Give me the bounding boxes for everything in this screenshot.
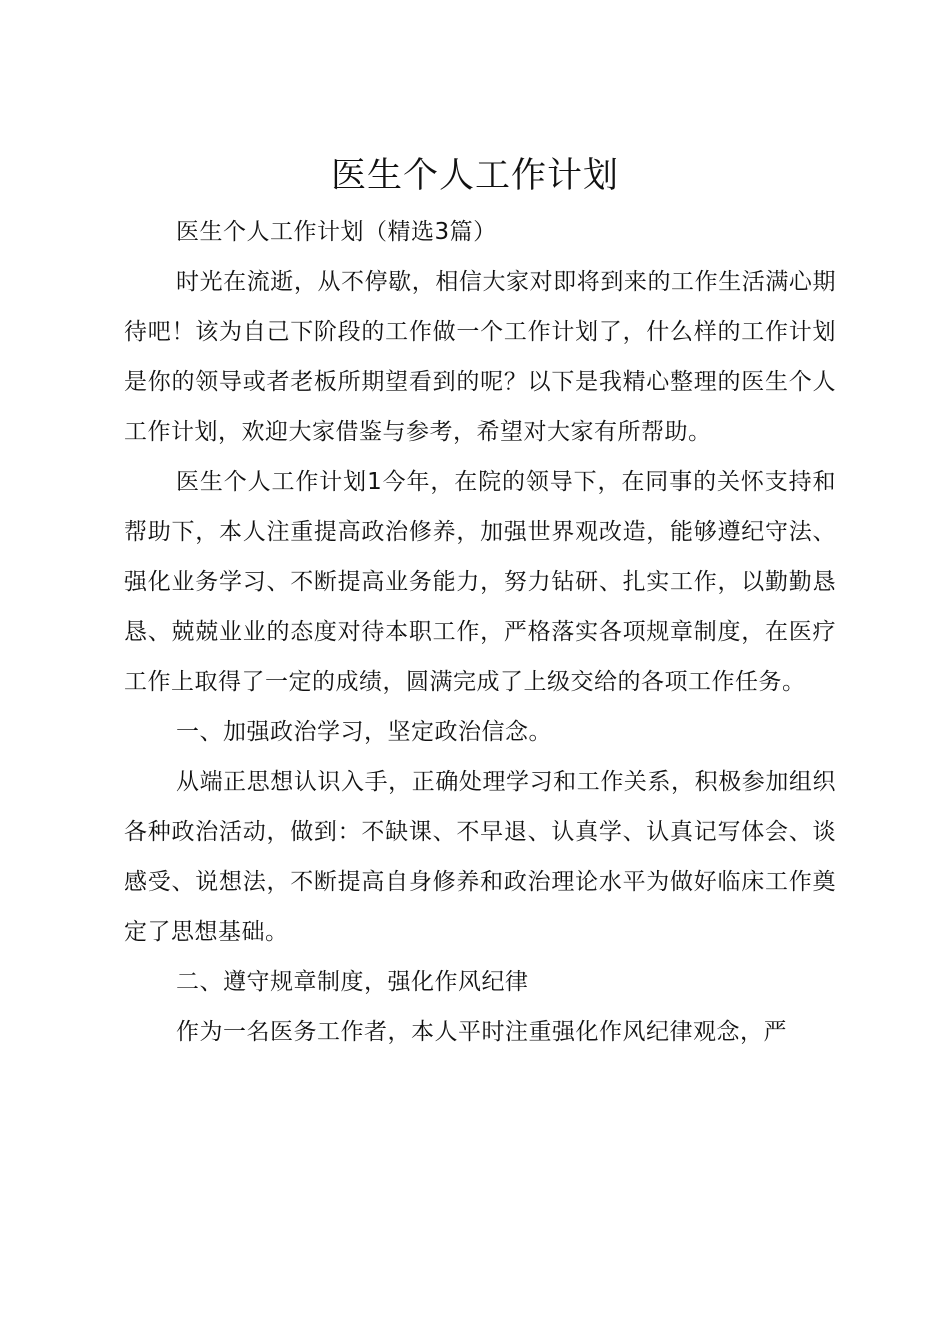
document-body (124, 207, 836, 1057)
document-title: 医生个人工作计划 (330, 156, 619, 196)
plan-1-paragraph: 医生个人工作计划1今年，在院的领导下，在同事的关怀支持和帮助下，本人注重提高政治修养，加强世界观改造，能够遵纪守法、强化业务学习、不断提高业务能力，努力钻研、扎实工作，以勤勤恳恳、兢兢业业的态度对待本职工作，严格落实各项规章制度，在医疗工作上取得了一定的成绩，圆满完成了上级交给的各项工作任务。 (124, 469, 836, 695)
section-heading-2: 二、遵守规章制度，强化作风纪律 (176, 969, 529, 995)
intro-paragraph: 时光在流逝，从不停歇，相信大家对即将到来的工作生活满心期待吧！该为自己下阶段的工作做一个工作计划了，什么样的工作计划是你的领导或者老板所期望看到的呢？以下是我精心整理的医生个人工作计划，欢迎大家借鉴与参考，希望对大家有所帮助。 (124, 269, 836, 445)
section-1-paragraph: 从端正思想认识入手，正确处理学习和工作关系，积极参加组织各种政治活动，做到：不缺课、不早退、认真学、认真记写体会、谈感受、说想法，不断提高自身修养和政治理论水平为做好临床工作奠定了思想基础。 (124, 769, 836, 945)
section-2-paragraph: 作为一名医务工作者，本人平时注重强化作风纪律观念，严 (176, 1019, 787, 1045)
subtitle-paragraph: 医生个人工作计划（精选3篇） (176, 219, 497, 245)
section-heading-1: 一、加强政治学习，坚定政治信念。 (176, 719, 552, 745)
